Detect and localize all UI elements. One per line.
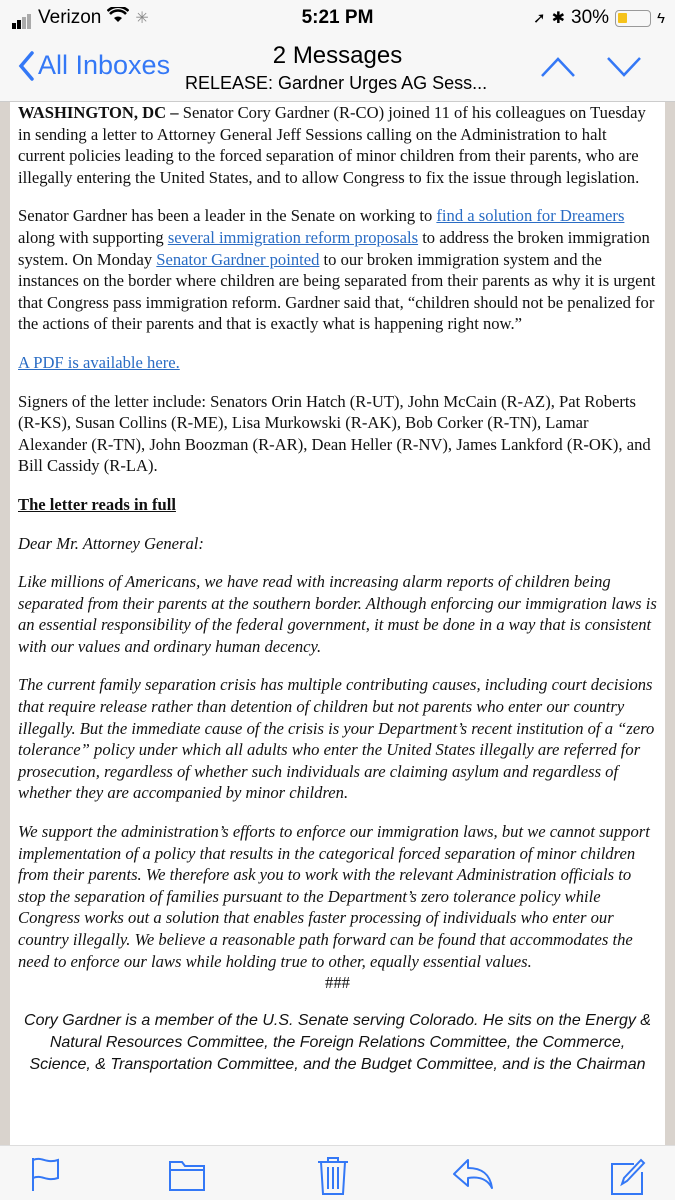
trash-icon[interactable] — [316, 1156, 350, 1196]
text: to address the broken immigration system. On Monday — [18, 227, 650, 269]
next-message-button[interactable] — [606, 54, 642, 80]
battery-icon — [615, 10, 651, 27]
charging-icon: ϟ — [657, 9, 665, 27]
flag-icon[interactable] — [30, 1156, 62, 1192]
back-label: All Inboxes — [38, 50, 171, 80]
separator: ### — [325, 973, 350, 993]
pdf-link[interactable]: A PDF is available here. — [18, 352, 180, 372]
text: along with supporting — [18, 227, 168, 247]
reply-icon[interactable] — [452, 1156, 496, 1192]
letter-heading: The letter reads in full — [18, 494, 176, 514]
compose-icon[interactable] — [608, 1156, 646, 1196]
thread-title: 2 Messages — [272, 42, 403, 69]
carrier: Verizon — [38, 7, 102, 28]
reform-proposals-link[interactable]: several immigration reform proposals — [167, 227, 419, 247]
activity-spinner-icon: ✳ — [135, 10, 149, 27]
bluetooth-icon: ✱ — [551, 10, 566, 27]
dateline: WASHINGTON, DC – — [18, 103, 179, 122]
text: to our broken immigration system and the instances on the border where children are being separated from their parents as why it is urgent that Congress pass immigration reform. Gardner said that, “children should not be penalized for the actions of their parents and that is exactly what is happening right now.” — [18, 249, 656, 334]
intro-text: Senator Cory Gardner (R-CO) joined 11 of his colleagues on Tuesday in sending a letter to Attorney General Jeff Sessions calling on the Administration to halt current policies leading to the forced separation of minor children from their parents, who are illegally entering the United States, and to allow Congress to fix the issue through legislation. — [18, 103, 646, 187]
previous-message-button[interactable] — [540, 54, 576, 80]
letter-paragraph: The current family separation crisis has multiple contributing causes, including court decisions that require release rather than detention of children but not parents who enter our country illegally. But the immediate cause of the crisis is your Department’s recent institution of a “zero tolerance” policy under which all adults who enter the United States illegally are referred for prosecution, regardless of whether such individuals are claiming asylum and regardless of whether they are accompanied by minor children. — [18, 675, 655, 803]
location-icon: ➚ — [533, 10, 546, 27]
text: Senator Gardner has been a leader in the Senate on working to — [18, 206, 437, 226]
bottom-toolbar — [0, 1145, 675, 1200]
salutation: Dear Mr. Attorney General: — [18, 533, 204, 553]
context-paragraph — [18, 205, 657, 335]
folder-icon[interactable] — [168, 1156, 206, 1192]
thread-subject: RELEASE: Gardner Urges AG Sess... — [185, 73, 488, 93]
intro-paragraph — [18, 102, 657, 188]
letter-paragraph: Like millions of Americans, we have read with increasing alarm reports of children being separated from their parents at the southern border. Although enforcing our immigration laws is an essential responsibility of the federal government, it must be done in a way that is consistent with our values and ordinary human decency. — [18, 572, 657, 656]
bio-footer: Cory Gardner is a member of the U.S. Senate serving Colorado. He sits on the Energy & Natural Resources Committee, the Foreign Relations Committee, the Commerce, Science, & Transportation Committee, and the Budget Committee, and is the Chairman — [24, 1011, 651, 1073]
signers-paragraph: Signers of the letter include: Senators Orin Hatch (R-UT), John McCain (R-AZ), Pat Roberts (R-KS), Susan Collins (R-ME), Lisa Murkowski (R-AK), Bob Corker (R-TN), Lamar Alexander (R-TN), John Boozman (R-AR), Dean Heller (R-NV), James Lankford (R-OK), and Bill Cassidy (R-LA). — [18, 391, 651, 476]
message-body — [10, 102, 665, 1147]
clock: 5:21 PM — [301, 7, 374, 28]
gardner-pointed-link[interactable]: Senator Gardner pointed — [156, 249, 320, 269]
status-bar — [0, 0, 675, 36]
navigation-bar — [0, 36, 675, 102]
letter-paragraph: We support the administration’s efforts to enforce our immigration laws, but we cannot support implementation of a policy that results in the categorical forced separation of minor children from their parents. We therefore ask you to work with the relevant Administration officials to stop the separation of families pursuant to the Department’s zero tolerance policy while Congress works out a solution that enables faster processing of individuals who enter our country illegally. We believe a reasonable path forward can be found that accommodates the need to enforce our laws while holding true to other, equally essential values. — [18, 822, 650, 971]
battery-percent: 30% — [571, 7, 610, 28]
dreamers-link[interactable]: find a solution for Dreamers — [436, 206, 625, 226]
